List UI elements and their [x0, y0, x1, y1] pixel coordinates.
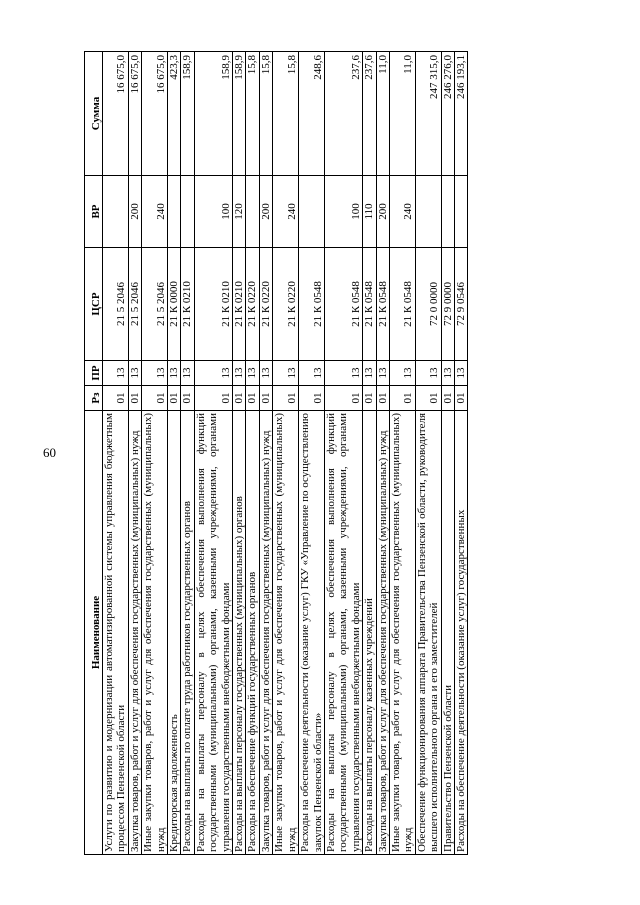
row-vr: 100	[324, 176, 362, 248]
header-sum: Сумма	[85, 52, 103, 176]
row-sum: 16 675,0	[103, 52, 129, 176]
row-sum: 16 675,0	[142, 52, 168, 176]
row-rz: 01	[103, 386, 129, 411]
row-vr: 120	[233, 176, 246, 248]
row-pr: 13	[441, 361, 454, 386]
row-sum: 237,6	[324, 52, 362, 176]
row-pr: 13	[454, 361, 467, 386]
row-sum: 423,3	[168, 52, 181, 176]
table-row	[415, 52, 441, 855]
row-sum: 158,9	[181, 52, 194, 176]
row-pr: 13	[363, 361, 376, 386]
row-rz: 01	[168, 386, 181, 411]
row-rz: 01	[233, 386, 246, 411]
row-vr: 110	[363, 176, 376, 248]
row-vr: 240	[273, 176, 299, 248]
table-row	[376, 52, 389, 855]
row-vr: 200	[376, 176, 389, 248]
row-name: Расходы на выплаты персоналу казенных учреждений	[363, 411, 376, 855]
row-csr: 21 К 0000	[168, 248, 181, 361]
row-pr: 13	[168, 361, 181, 386]
header-rz: Рз	[85, 386, 103, 411]
row-name: Расходы на обеспечение функций государственных органов	[246, 411, 259, 855]
table-row	[142, 52, 168, 855]
table-row	[246, 52, 259, 855]
row-csr: 72 0 0000	[415, 248, 441, 361]
row-vr	[299, 176, 325, 248]
row-csr: 21 5 2046	[103, 248, 129, 361]
row-pr: 13	[324, 361, 362, 386]
row-pr: 13	[103, 361, 129, 386]
header-csr: ЦСР	[85, 248, 103, 361]
row-vr	[181, 176, 194, 248]
table-row	[389, 52, 415, 855]
row-csr: 21 К 0548	[324, 248, 362, 361]
row-name: Расходы на выплаты персоналу государственных (муниципальных) органов	[233, 411, 246, 855]
row-sum: 246 193,1	[454, 52, 467, 176]
table-row	[273, 52, 299, 855]
row-pr: 13	[181, 361, 194, 386]
row-sum: 158,9	[233, 52, 246, 176]
row-pr: 13	[389, 361, 415, 386]
row-csr: 72 9 0000	[441, 248, 454, 361]
rotated-table-container	[84, 52, 564, 855]
row-rz: 01	[128, 386, 141, 411]
row-sum: 15,8	[273, 52, 299, 176]
row-pr: 13	[299, 361, 325, 386]
row-pr: 13	[259, 361, 272, 386]
table-row	[454, 52, 467, 855]
row-pr: 13	[376, 361, 389, 386]
row-vr	[103, 176, 129, 248]
table-row	[259, 52, 272, 855]
row-rz: 01	[389, 386, 415, 411]
row-rz: 01	[194, 386, 232, 411]
row-vr: 200	[259, 176, 272, 248]
row-csr: 21 К 0210	[194, 248, 232, 361]
table-row	[128, 52, 141, 855]
row-pr: 13	[415, 361, 441, 386]
row-rz: 01	[273, 386, 299, 411]
row-name: Закупка товаров, работ и услуг для обеспечения государственных (муниципальных) нужд	[376, 411, 389, 855]
row-rz: 01	[246, 386, 259, 411]
row-name: Иные закупки товаров, работ и услуг для обеспечения государственных (муниципальных) нужд	[389, 411, 415, 855]
header-pr: ПР	[85, 361, 103, 386]
row-sum: 248,6	[299, 52, 325, 176]
table-row	[233, 52, 246, 855]
row-name: Расходы на обеспечение деятельности (оказание услуг) ГКУ «Управление по осуществлению закупок Пензенской области»	[299, 411, 325, 855]
row-rz: 01	[324, 386, 362, 411]
row-sum: 11,0	[376, 52, 389, 176]
row-pr: 13	[273, 361, 299, 386]
row-rz: 01	[259, 386, 272, 411]
row-name: Расходы на выплаты по оплате труда работников государственных органов	[181, 411, 194, 855]
row-vr	[454, 176, 467, 248]
row-name: Иные закупки товаров, работ и услуг для обеспечения государственных (муниципальных) нужд	[142, 411, 168, 855]
table-row	[194, 52, 232, 855]
row-name: Закупка товаров, работ и услуг для обеспечения государственных (муниципальных) нужд	[128, 411, 141, 855]
row-sum: 246 276,0	[441, 52, 454, 176]
row-csr: 21 К 0548	[363, 248, 376, 361]
row-rz: 01	[181, 386, 194, 411]
row-vr	[246, 176, 259, 248]
row-sum: 15,8	[259, 52, 272, 176]
row-csr: 72 9 0546	[454, 248, 467, 361]
header-vr: ВР	[85, 176, 103, 248]
row-pr: 13	[142, 361, 168, 386]
table-row	[363, 52, 376, 855]
row-pr: 13	[194, 361, 232, 386]
row-pr: 13	[246, 361, 259, 386]
row-sum: 11,0	[389, 52, 415, 176]
row-name: Иные закупки товаров, работ и услуг для обеспечения государственных (муниципальных) нужд	[273, 411, 299, 855]
row-name: Кредиторская задолженность	[168, 411, 181, 855]
row-csr: 21 5 2046	[128, 248, 141, 361]
row-vr: 240	[142, 176, 168, 248]
row-rz: 01	[376, 386, 389, 411]
row-sum: 16 675,0	[128, 52, 141, 176]
table-row	[181, 52, 194, 855]
row-csr: 21 К 0210	[233, 248, 246, 361]
row-rz: 01	[299, 386, 325, 411]
table-row	[103, 52, 129, 855]
row-vr: 200	[128, 176, 141, 248]
row-rz: 01	[441, 386, 454, 411]
row-csr: 21 К 0220	[259, 248, 272, 361]
row-csr: 21 5 2046	[142, 248, 168, 361]
table-row	[441, 52, 454, 855]
row-sum: 158,9	[194, 52, 232, 176]
row-pr: 13	[128, 361, 141, 386]
row-name: Услуги по развитию и модернизации автоматизированной системы управления бюджетным процессом Пензенской области	[103, 411, 129, 855]
row-name: Расходы на обеспечение деятельности (оказание услуг) государственных	[454, 411, 467, 855]
row-csr: 21 К 0220	[246, 248, 259, 361]
row-sum: 237,6	[363, 52, 376, 176]
row-pr: 13	[233, 361, 246, 386]
row-rz: 01	[454, 386, 467, 411]
row-name: Обеспечение функционирования аппарата Правительства Пензенской области, руководителя высшего исполнительного органа и его заместителей	[415, 411, 441, 855]
row-rz: 01	[363, 386, 376, 411]
header-name: Наименование	[85, 411, 103, 855]
row-csr: 21 К 0548	[299, 248, 325, 361]
row-csr: 21 К 0548	[376, 248, 389, 361]
row-vr	[441, 176, 454, 248]
row-name: Расходы на выплаты персоналу в целях обеспечения выполнения функций государственными (муниципальными) органами, казенными учреждениями, органами управления государственными внебюджетными фондами	[194, 411, 232, 855]
row-sum: 15,8	[246, 52, 259, 176]
table-row	[324, 52, 362, 855]
row-name: Расходы на выплаты персоналу в целях обеспечения выполнения функций государственными (муниципальными) органами, казенными учреждениями, органами управления государственными внебюджетными фондами	[324, 411, 362, 855]
row-csr: 21 К 0220	[273, 248, 299, 361]
table-body	[103, 52, 468, 855]
row-vr	[415, 176, 441, 248]
table-row	[168, 52, 181, 855]
row-csr: 21 К 0548	[389, 248, 415, 361]
row-vr: 100	[194, 176, 232, 248]
row-csr: 21 К 0210	[181, 248, 194, 361]
row-name: Закупка товаров, работ и услуг для обеспечения государственных (муниципальных) нужд	[259, 411, 272, 855]
row-sum: 247 315,0	[415, 52, 441, 176]
row-name: Правительство Пензенской области	[441, 411, 454, 855]
page-number: 60	[43, 445, 56, 460]
table-header-row	[85, 52, 103, 855]
row-vr: 240	[389, 176, 415, 248]
budget-table	[84, 51, 468, 855]
row-vr	[168, 176, 181, 248]
row-rz: 01	[415, 386, 441, 411]
table-row	[299, 52, 325, 855]
row-rz: 01	[142, 386, 168, 411]
